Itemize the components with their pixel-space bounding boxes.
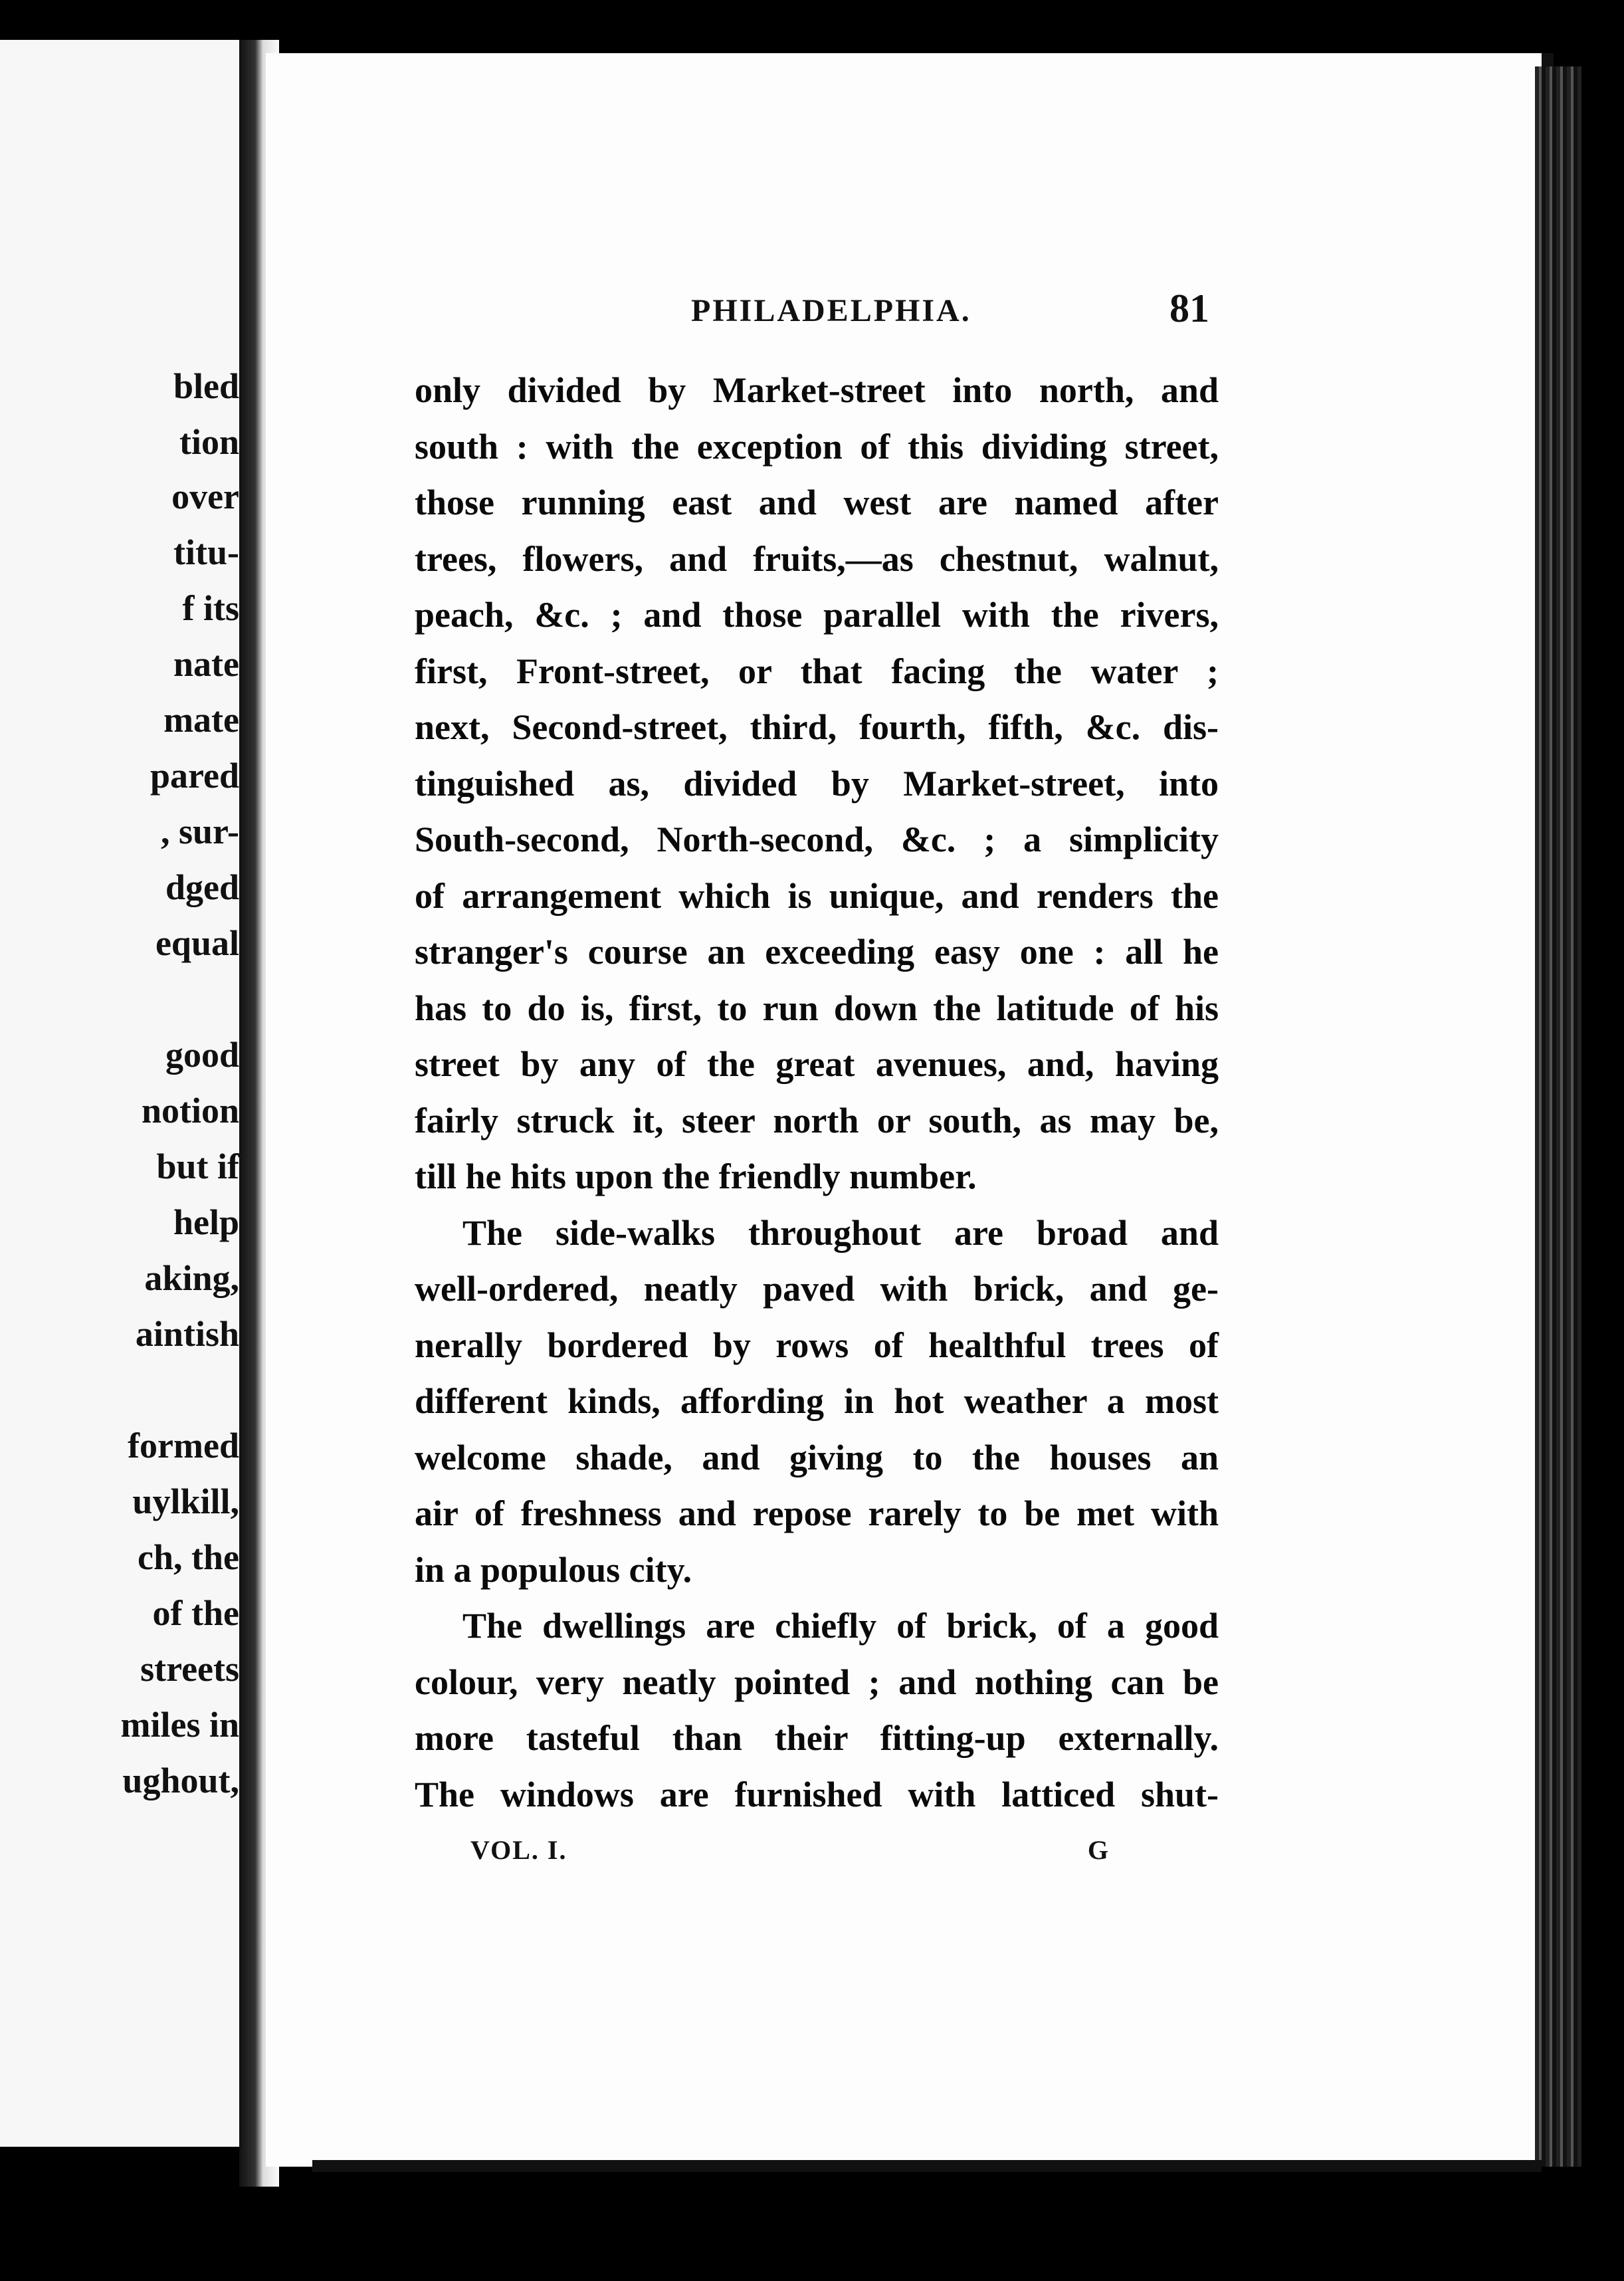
text-line: welcome shade, and giving to the houses an bbox=[415, 1437, 1219, 1477]
facing-page-fragment-text: uylkill, bbox=[132, 1481, 239, 1521]
text-line: in a populous city. bbox=[415, 1549, 692, 1590]
text-line: more tasteful than their fitting-up externally. bbox=[415, 1718, 1219, 1758]
facing-page-fragment-text: nate bbox=[173, 644, 239, 684]
page-edges bbox=[1535, 66, 1581, 2167]
text-line: stranger's course an exceeding easy one : all he bbox=[415, 932, 1219, 972]
text-line: nerally bordered by rows of healthful trees of bbox=[415, 1325, 1219, 1365]
text-line: those running east and west are named after bbox=[415, 483, 1219, 522]
volume-signature: VOL. I. bbox=[470, 1835, 567, 1865]
text-line: only divided by Market-street into north, and bbox=[415, 370, 1219, 410]
text-line: till he hits upon the friendly number. bbox=[415, 1156, 977, 1196]
text-line: trees, flowers, and fruits,—as chestnut, walnut, bbox=[415, 538, 1219, 579]
text-line: South-second, North-second, &c. ; a simplicity bbox=[415, 819, 1219, 859]
page-bottom-edge bbox=[312, 2160, 1542, 2172]
text-line: peach, &c. ; and those parallel with the rivers, bbox=[415, 595, 1219, 635]
facing-page-fragment-text: over bbox=[171, 477, 239, 516]
text-line: street by any of the great avenues, and, having bbox=[415, 1044, 1219, 1084]
facing-page-fragment-text: mate bbox=[163, 700, 239, 740]
facing-page-fragment-text: pared bbox=[150, 756, 239, 796]
facing-page-fragment-text: titu- bbox=[173, 532, 239, 572]
page-number: 81 bbox=[1169, 286, 1209, 330]
facing-page-fragment-text: notion bbox=[141, 1091, 239, 1131]
facing-page-fragment-text: formed bbox=[128, 1426, 239, 1466]
gathering-signature: G bbox=[1087, 1835, 1108, 1865]
text-line: well-ordered, neatly paved with brick, and ge- bbox=[415, 1269, 1219, 1309]
text-line: tinguished as, divided by Market-street, into bbox=[415, 763, 1219, 804]
text-line: The dwellings are chiefly of brick, of a good bbox=[462, 1606, 1219, 1646]
text-line: first, Front-street, or that facing the water ; bbox=[415, 651, 1219, 691]
page-footer bbox=[470, 1834, 1108, 1874]
text-line: air of freshness and repose rarely to be met with bbox=[415, 1493, 1219, 1533]
facing-page-fragment-text: help bbox=[173, 1202, 239, 1242]
facing-page-fragment-text: , sur- bbox=[161, 812, 239, 851]
facing-page-fragment-text: good bbox=[165, 1035, 239, 1075]
text-line: of arrangement which is unique, and renders the bbox=[415, 875, 1219, 916]
running-title: PHILADELPHIA. bbox=[691, 293, 971, 328]
text-line: fairly struck it, steer north or south, as may be, bbox=[415, 1100, 1219, 1140]
text-line: colour, very neatly pointed ; and nothing can be bbox=[415, 1662, 1219, 1702]
facing-page-fragment-text: of the bbox=[152, 1593, 239, 1633]
text-line: The side-walks throughout are broad and bbox=[462, 1212, 1219, 1253]
facing-page-fragment-text: miles in bbox=[120, 1705, 239, 1745]
facing-page-fragment-text: aintish bbox=[135, 1314, 239, 1354]
facing-page-fragment-text: ughout, bbox=[122, 1761, 239, 1800]
facing-page-fragment-text: but if bbox=[156, 1146, 239, 1186]
text-line: next, Second-street, third, fourth, fifth, &c. dis- bbox=[415, 707, 1219, 747]
facing-page-fragment-text: bled bbox=[173, 366, 239, 406]
facing-page-fragment-text: ch, the bbox=[138, 1537, 239, 1577]
text-line: different kinds, affording in hot weather a most bbox=[415, 1381, 1219, 1421]
facing-page-fragment-text: dged bbox=[165, 867, 239, 907]
facing-page-fragment-text: tion bbox=[179, 422, 239, 462]
facing-page-fragment bbox=[0, 40, 245, 2147]
facing-page-fragment-text: streets bbox=[140, 1649, 239, 1689]
facing-page-fragment-text: equal bbox=[155, 923, 239, 963]
page-header bbox=[691, 286, 1209, 339]
facing-page-fragment-text: f its bbox=[182, 588, 239, 628]
facing-page-fragment-text: aking, bbox=[144, 1258, 239, 1298]
text-line: south : with the exception of this dividing street, bbox=[415, 426, 1219, 467]
text-line: The windows are furnished with latticed shut- bbox=[415, 1774, 1219, 1814]
text-line: has to do is, first, to run down the latitude of his bbox=[415, 988, 1219, 1028]
body-text bbox=[415, 362, 1219, 1822]
